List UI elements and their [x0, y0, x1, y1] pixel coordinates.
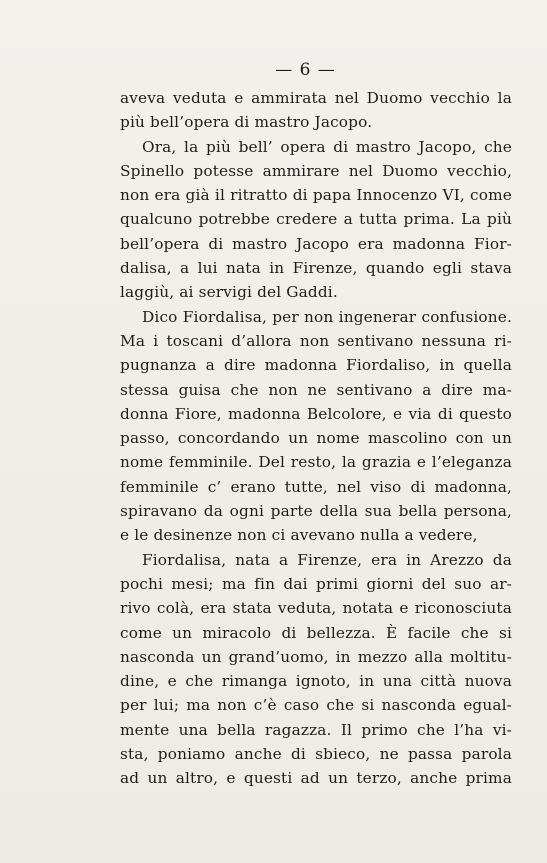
- text-line: bell’opera di mastro Jacopo era madonna Fior-: [120, 234, 512, 253]
- page-number: — 6 —: [275, 60, 336, 80]
- text-line: Ma i toscani d’allora non sentivano nessuna ri-: [120, 331, 512, 350]
- text-line: femminile c’ erano tutte, nel viso di madonna,: [120, 477, 512, 496]
- text-line: stessa guisa che non ne sentivano a dire ma-: [120, 380, 512, 399]
- body-text: [120, 86, 512, 791]
- text-line: mente una bella ragazza. Il primo che l’ha vi-: [120, 720, 512, 739]
- text-line: Spinello potesse ammirare nel Duomo vecchio,: [120, 161, 512, 180]
- text-line: e le desinenze non ci avevano nulla a vedere,: [120, 526, 478, 545]
- text-line: qualcuno potrebbe credere a tutta prima. La più: [120, 210, 512, 229]
- text-line: aveva veduta e ammirata nel Duomo vecchio la: [120, 89, 512, 107]
- text-line: pochi mesi; ma fin dai primi giorni del suo ar-: [120, 574, 512, 593]
- text-line: non era già il ritratto di papa Innocenzo VI, come: [120, 186, 512, 205]
- text-line: nome femminile. Del resto, la grazia e l’eleganza: [120, 453, 512, 472]
- text-line: Fiordalisa, nata a Firenze, era in Arezzo da: [142, 550, 512, 569]
- text-line: pugnanza a dire madonna Fiordaliso, in quella: [120, 356, 512, 375]
- text-line: spiravano da ogni parte della sua bella persona,: [120, 502, 512, 521]
- text-line: laggiù, ai servigi del Gaddi.: [120, 283, 338, 302]
- text-line: Ora, la più bell’ opera di mastro Jacopo, che: [142, 137, 512, 156]
- text-line: dalisa, a lui nata in Firenze, quando egli stava: [120, 259, 512, 278]
- text-line: come un miracolo di bellezza. È facile che si: [120, 623, 512, 642]
- text-line: più bell’opera di mastro Jacopo.: [120, 113, 373, 132]
- text-line: ad un altro, e questi ad un terzo, anche prima: [120, 769, 512, 788]
- text-line: Dico Fiordalisa, per non ingenerar confusione.: [142, 307, 512, 326]
- text-line: rivo colà, era stata veduta, notata e riconosciuta: [120, 599, 512, 618]
- text-line: donna Fiore, madonna Belcolore, e via di questo: [120, 404, 512, 423]
- text-line: dine, e che rimanga ignoto, in una città nuova: [120, 672, 512, 691]
- text-line: nasconda un grand’uomo, in mezzo alla moltitu-: [120, 647, 512, 666]
- text-line: sta, poniamo anche di sbieco, ne passa parola: [120, 745, 512, 764]
- text-line: per lui; ma non c’è caso che si nasconda egual-: [120, 696, 512, 715]
- text-line: passo, concordando un nome mascolino con un: [120, 429, 512, 448]
